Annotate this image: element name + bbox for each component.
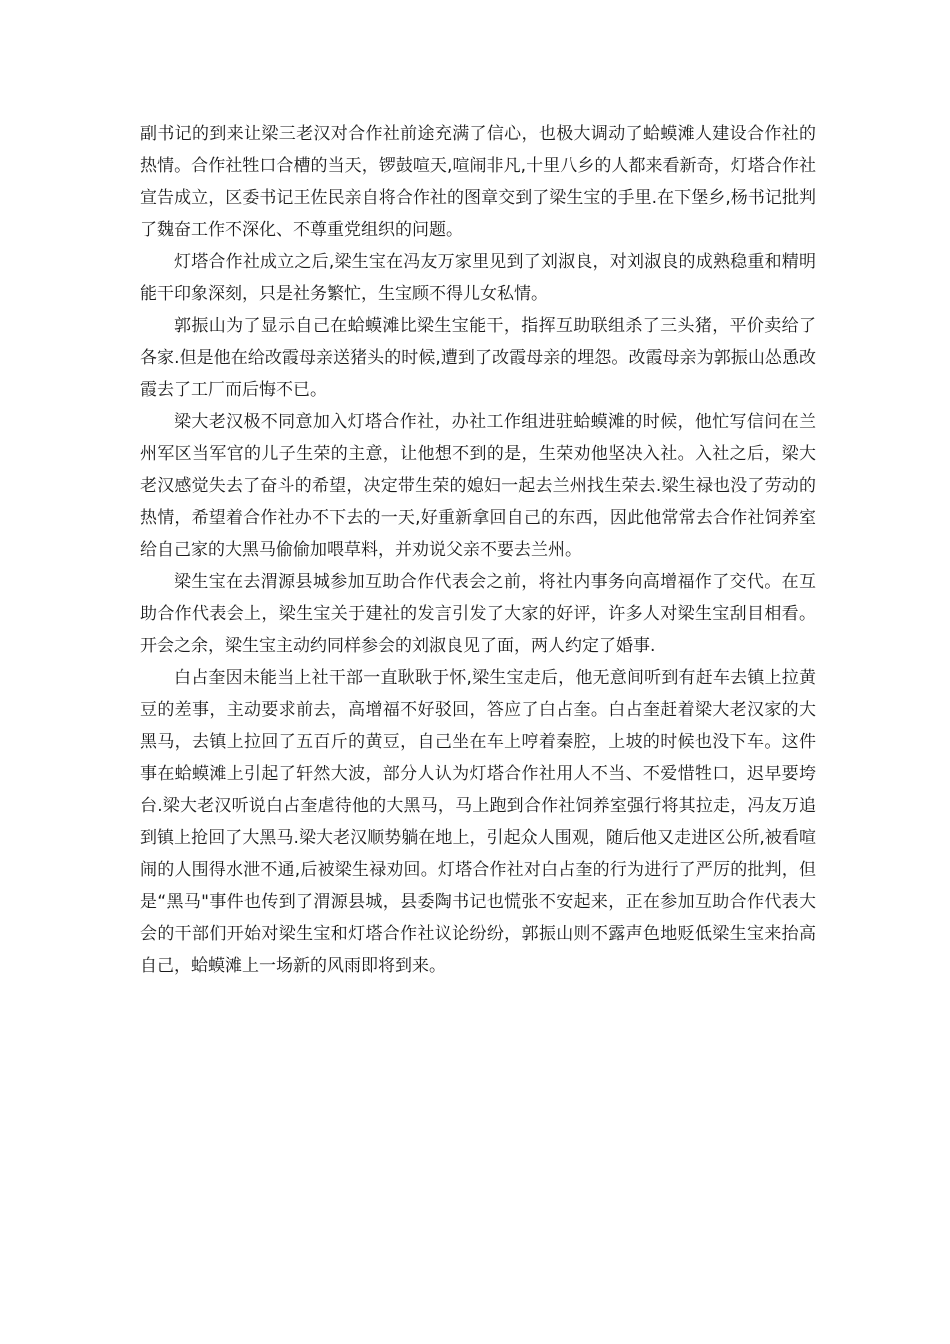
paragraph-5: 梁生宝在去渭源县城参加互助合作代表会之前，将社内事务向高增福作了交代。在互助合作代表会上，梁生宝关于建社的发言引发了大家的好评，许多人对梁生宝刮目相看。开会之余，梁生宝主动约同样参会的刘淑良见了面，两人约定了婚事. <box>140 572 816 656</box>
paragraph-1: 副书记的到来让梁三老汉对合作社前途充满了信心，也极大调动了蛤蟆滩人建设合作社的热情。合作社牲口合槽的当天，锣鼓喧天,喧闹非凡,十里八乡的人都来看新奇，灯塔合作社宣告成立，区委书记王佐民亲自将合作社的图章交到了梁生宝的手里.在下堡乡,杨书记批判了魏奋工作不深化、不尊重党组织的问题。 <box>140 124 816 240</box>
paragraph-4: 梁大老汉极不同意加入灯塔合作社，办社工作组进驻蛤蟆滩的时候，他忙写信问在兰州军区当军官的儿子生荣的主意，让他想不到的是，生荣劝他坚决入社。入社之后，梁大老汉感觉失去了奋斗的希望，决定带生荣的媳妇一起去兰州找生荣去.梁生禄也没了劳动的热情，希望着合作社办不下去的一天,好重新拿回自己的东西，因此他常常去合作社饲养室给自己家的大黑马偷偷加喂草料，并劝说父亲不要去兰州。 <box>140 412 816 560</box>
paragraph-2: 灯塔合作社成立之后,梁生宝在冯友万家里见到了刘淑良，对刘淑良的成熟稳重和精明能干印象深刻，只是社务繁忙，生宝顾不得儿女私情。 <box>140 252 816 304</box>
document-body <box>140 118 816 982</box>
paragraph-3: 郭振山为了显示自己在蛤蟆滩比梁生宝能干，指挥互助联组杀了三头猪，平价卖给了各家.但是他在给改霞母亲送猪头的时候,遭到了改霞母亲的埋怨。改霞母亲为郭振山怂恿改霞去了工厂而后悔不已。 <box>140 316 816 400</box>
paragraph-6: 白占奎因未能当上社干部一直耿耿于怀,梁生宝走后，他无意间听到有赶车去镇上拉黄豆的差事，主动要求前去，高增福不好驳回，答应了白占奎。白占奎赶着梁大老汉家的大黑马，去镇上拉回了五百斤的黄豆，自己坐在车上哼着秦腔，上坡的时候也没下车。这件事在蛤蟆滩上引起了轩然大波，部分人认为灯塔合作社用人不当、不爱惜牲口，迟早要垮台.梁大老汉听说白占奎虐待他的大黑马，马上跑到合作社饲养室强行将其拉走，冯友万追到镇上抢回了大黑马.梁大老汉顺势躺在地上，引起众人围观，随后他又走进区公所,被看喧闹的人围得水泄不通,后被梁生禄劝回。灯塔合作社对白占奎的行为进行了严厉的批判，但是“黑马"事件也传到了渭源县城，县委陶书记也慌张不安起来，正在参加互助合作代表大会的干部们开始对梁生宝和灯塔合作社议论纷纷，郭振山则不露声色地贬低梁生宝来抬高自己，蛤蟆滩上一场新的风雨即将到来。 <box>140 668 816 976</box>
